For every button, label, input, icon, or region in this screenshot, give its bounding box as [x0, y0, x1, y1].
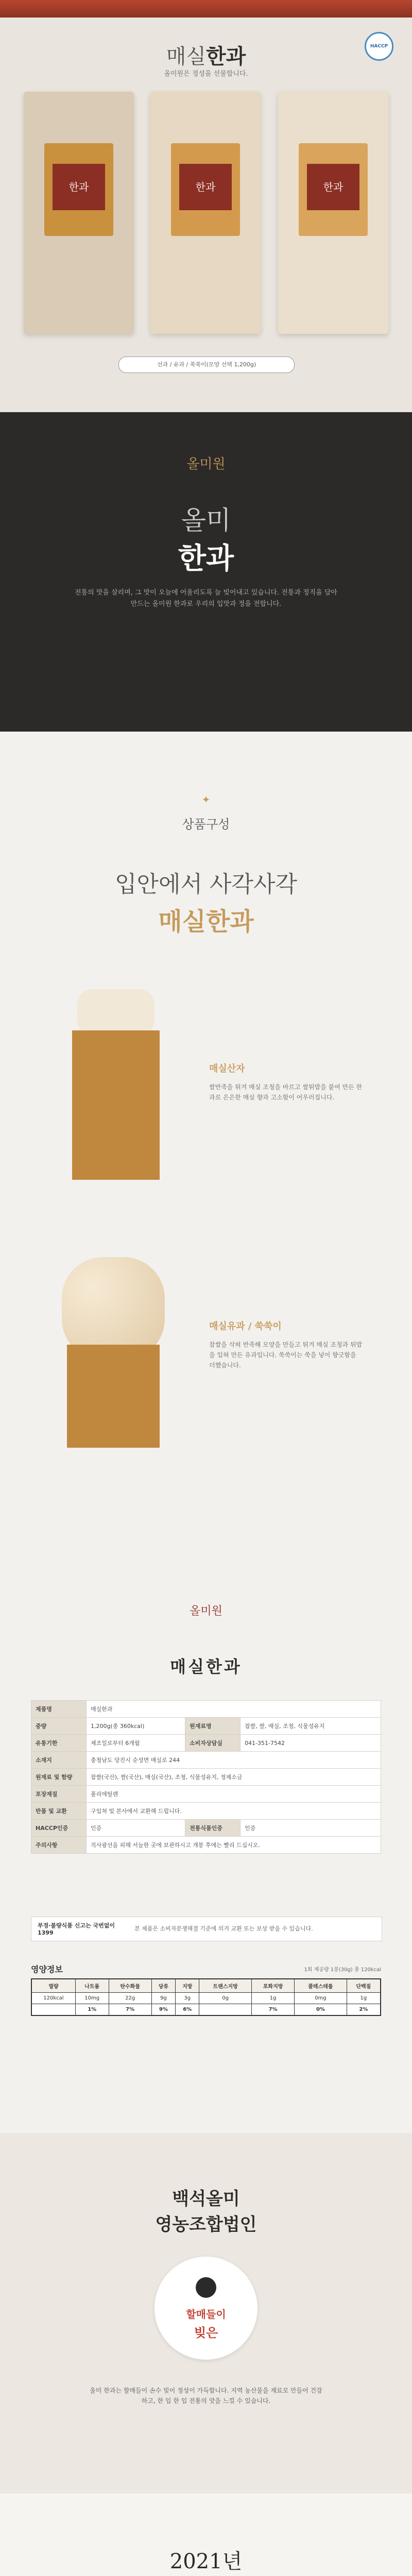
haccp-badge: HACCP	[365, 32, 393, 61]
info-value: 매실한과	[87, 1701, 381, 1718]
nutrition-percent	[31, 2004, 75, 2016]
nutrition-percent: 7%	[252, 2004, 295, 2016]
nutrition-percent: 6%	[176, 2004, 199, 2016]
badge-face-icon	[196, 2277, 216, 2298]
info-value: 제조일로부터 6개월	[87, 1735, 185, 1752]
intro-section	[0, 412, 412, 732]
info-key: 반품 및 교환	[31, 1803, 87, 1820]
badge-bottom: 빚은	[194, 2326, 218, 2340]
nutrition-percent: 1%	[75, 2004, 109, 2016]
nutrition-header: 지방	[176, 1979, 199, 1993]
info-row	[31, 1769, 381, 1786]
nutrition-header: 콜레스테롤	[295, 1979, 347, 1993]
product-desc-1: 찹쌀을 삭혀 반죽해 모양을 만들고 튀겨 매실 조청과 튀밥을 입혀 만든 유과입니다. 쑥쑥이는 쑥을 넣어 향긋함을 더했습니다.	[209, 1341, 363, 1369]
nutrition-value: 120kcal	[31, 1993, 75, 2004]
nutrition-value: 0g	[199, 1993, 252, 2004]
info-section	[0, 1556, 412, 2133]
info-key: 소재지	[31, 1752, 87, 1769]
info-key: 중량	[31, 1718, 87, 1735]
composition-line1: 입안에서 사각사각	[114, 871, 298, 897]
info-row	[31, 1735, 381, 1752]
intro-title-b: 한과	[178, 541, 234, 575]
intro-logo: 올미원	[186, 456, 226, 472]
info-row	[31, 1701, 381, 1718]
info-value: 직사광선을 피해 서늘한 곳에 보관하시고 개봉 후에는 빨리 드십시오.	[87, 1837, 381, 1854]
nutrition-value: 10mg	[75, 1993, 109, 2004]
info-row	[31, 1837, 381, 1854]
info-key: 전통식품인증	[185, 1820, 241, 1837]
info-logo: 올미원	[190, 1605, 222, 1618]
info-key: 소비자상담실	[185, 1735, 241, 1752]
nutrition-header: 단백질	[347, 1979, 381, 1993]
award-year: 2021년	[169, 2550, 243, 2573]
nutrition-value: 22g	[109, 1993, 151, 2004]
info-value: 구입처 및 본사에서 교환해 드립니다.	[87, 1803, 381, 1820]
product-name-0: 매실산자	[209, 1063, 245, 1074]
notice-text: 본 제품은 소비자분쟁해결 기준에 의거 교환 또는 보상 받을 수 있습니다.	[134, 1925, 313, 1932]
info-key: 주의사항	[31, 1837, 87, 1854]
bag-label: 한과	[179, 164, 232, 210]
nutrition-value: 9g	[151, 1993, 175, 2004]
product-photo-sanja	[57, 989, 175, 1190]
hero-title: 매실한과	[166, 45, 246, 69]
info-key: 제품명	[31, 1701, 87, 1718]
product-bag-sanja	[24, 92, 134, 334]
notice-bar	[31, 1917, 382, 1941]
composition-label: 상품구성	[182, 817, 230, 832]
info-key: 원재료 및 함량	[31, 1769, 87, 1786]
nutrition-value: 3g	[176, 1993, 199, 2004]
product-bag-yugwa	[150, 92, 261, 334]
hero-subtitle: 올미원은 정성을 선물합니다.	[164, 70, 248, 78]
product-photo-yugwa	[52, 1257, 175, 1453]
nutrition-header: 열량	[31, 1979, 75, 1993]
nutrition-percent	[199, 2004, 252, 2016]
badge-top: 할매들이	[186, 2308, 226, 2320]
product-bag-ssuk	[278, 92, 388, 334]
info-value: 인증	[241, 1820, 381, 1837]
nutrition-percent: 7%	[109, 2004, 151, 2016]
nutrition-note: 1회 제공량 1봉(30g) 총 120kcal	[304, 1967, 381, 1973]
info-value: 인증	[87, 1820, 185, 1837]
intro-desc: 전통의 맛을 살리며, 그 맛이 오늘에 어울리도록 늘 빚어내고 있습니다. 전통과 정직을 담아 만드는 올미원 한과로 우리의 입맛과 정을 전합니다.	[75, 589, 337, 608]
nutrition-title: 영양정보	[31, 1964, 63, 1974]
bag-label: 한과	[53, 164, 105, 210]
info-key: 유통기한	[31, 1735, 87, 1752]
nutrition-header: 포화지방	[252, 1979, 295, 1993]
info-row	[31, 1718, 381, 1735]
nutrition-percent: 0%	[295, 2004, 347, 2016]
info-value: 충청남도 당진시 순성면 매실로 244	[87, 1752, 381, 1769]
composition-logo: ✦	[201, 793, 211, 806]
info-value: 찹쌀, 쌀, 매실, 조청, 식물성유지	[241, 1718, 381, 1735]
info-row	[31, 1803, 381, 1820]
company-line1: 백석올미	[172, 2189, 240, 2209]
nutrition-header: 나트륨	[75, 1979, 109, 1993]
nutrition-header: 당류	[151, 1979, 175, 1993]
award-section	[0, 2494, 412, 2576]
nutrition-header: 트랜스지방	[199, 1979, 252, 1993]
company-desc: 올미 한과는 할매들이 손수 빚어 정성이 가득합니다. 지역 농산물을 재료로 만들어 건강하고, 한 입 한 입 전통의 맛을 느낄 수 있습니다.	[90, 2387, 322, 2404]
hero-section	[0, 0, 412, 412]
info-value: 폴리에틸렌	[87, 1786, 381, 1803]
nutrition-value: 1g	[347, 1993, 381, 2004]
company-section	[0, 2133, 412, 2494]
nutrition-table	[31, 1978, 381, 2016]
nutrition-value: 0mg	[295, 1993, 347, 2004]
info-title: 매실한과	[170, 1657, 242, 1676]
info-key: 포장재질	[31, 1786, 87, 1803]
hero-top-pattern	[0, 0, 412, 18]
bag-label: 한과	[307, 164, 359, 210]
option-bar: 선과 / 유과 / 쑥쑥이(모양 선택 1,200g)	[118, 357, 295, 373]
nutrition-header: 탄수화물	[109, 1979, 151, 1993]
product-desc-0: 쌀반죽을 튀겨 매실 조청을 바르고 쌀튀밥을 붙여 만든 한과로 은은한 매실 향과 고소함이 어우러집니다.	[209, 1083, 363, 1101]
info-key: HACCP인증	[31, 1820, 87, 1837]
info-row	[31, 1786, 381, 1803]
company-line2: 영농조합법인	[155, 2214, 257, 2235]
info-key: 원재료명	[185, 1718, 241, 1735]
intro-title-a: 올미	[181, 505, 231, 535]
info-row	[31, 1752, 381, 1769]
company-badge	[154, 2257, 258, 2360]
composition-line2: 매실한과	[158, 907, 254, 936]
nutrition-value: 1g	[252, 1993, 295, 2004]
info-value: 041-351-7542	[241, 1735, 381, 1752]
composition-section	[0, 732, 412, 1556]
info-value: 찹쌀(국산), 쌀(국산), 매실(국산), 조청, 식물성유지, 정제소금	[87, 1769, 381, 1786]
info-table	[31, 1700, 381, 1854]
notice-label: 부정·불량식품 신고는 국번없이 1399	[38, 1922, 115, 1936]
nutrition-percent: 9%	[151, 2004, 175, 2016]
info-row	[31, 1820, 381, 1837]
nutrition-percent: 2%	[347, 2004, 381, 2016]
product-name-1: 매실유과 / 쑥쑥이	[209, 1321, 282, 1332]
info-value: 1,200g(총 360kcal)	[87, 1718, 185, 1735]
